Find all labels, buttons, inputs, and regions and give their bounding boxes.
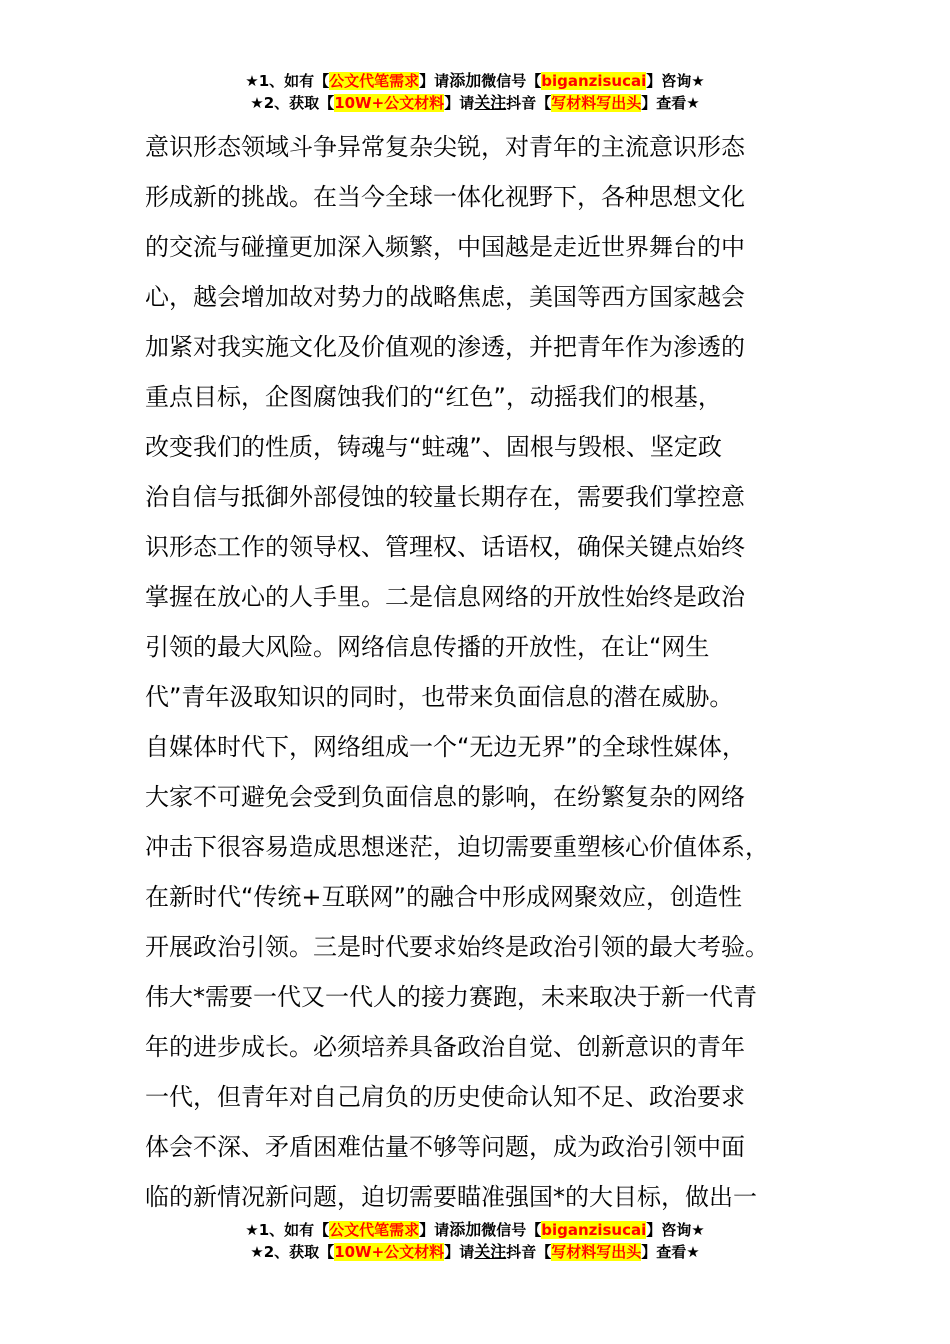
banner-line-1 [0,1219,950,1241]
highlight-wechat-id: biganzisucai [541,72,647,90]
star-icon: ★ [250,1243,264,1261]
text-line: 识形态工作的领导权、管理权、话语权，确保关键点始终 [145,533,745,561]
text-line: 意识形态领域斗争异常复杂尖锐，对青年的主流意识形态 [145,133,745,161]
banner-text: 微信号【 [481,72,542,90]
banner-text: 微信号【 [481,1221,542,1239]
text-line: 代”青年汲取知识的同时，也带来负面信息的潜在威胁。 [145,683,734,711]
banner-text: 2、获取【 [263,94,335,112]
star-icon: ★ [245,1221,259,1239]
text-line: 加紧对我实施文化及价值观的渗透，并把青年作为渗透的 [145,333,745,361]
text-line: 重点目标，企图腐蚀我们的“红色”，动摇我们的根基， [145,383,722,411]
text-line: 自媒体时代下，网络组成一个“无边无界”的全球性媒体， [145,733,746,761]
star-icon: ★ [250,94,264,112]
text-line: 伟大*需要一代又一代人的接力赛跑，未来取决于新一代青 [145,983,757,1011]
text-line: 的交流与碰撞更加深入频繁，中国越是走近世界舞台的中 [145,233,745,261]
highlight-service: 公文代笔需求 [329,72,420,90]
text-line: 开展政治引领。三是时代要求始终是政治引领的最大考验。 [145,933,769,961]
banner-text: 】请 [419,1221,450,1239]
banner-emphasis: 添加 [449,71,482,90]
text-line: 体会不深、矛盾困难估量不够等问题，成为政治引领中面 [145,1133,745,1161]
banner-text: 】咨询★ [646,1221,705,1239]
text-line: 掌握在放心的人手里。二是信息网络的开放性始终是政治 [145,583,745,611]
text-line: 治自信与抵御外部侵蚀的较量长期存在，需要我们掌控意 [145,483,745,511]
highlight-douyin: 写材料写出头 [551,94,642,112]
text-line: 大家不可避免会受到负面信息的影响，在纷繁复杂的网络 [145,783,745,811]
banner-text: 1、如有【 [258,72,330,90]
footer-banner [0,1219,950,1263]
text-line: 改变我们的性质，铸魂与“蛀魂”、固根与毁根、坚定政 [145,433,722,461]
document-body [145,122,805,1222]
text-line: 形成新的挑战。在当今全球一体化视野下，各种思想文化 [145,183,745,211]
text-line: 心，越会增加故对势力的战略焦虑，美国等西方国家越会 [145,283,745,311]
highlight-service: 公文代笔需求 [329,1221,420,1239]
banner-text: 抖音【 [506,1243,552,1261]
banner-text: 2、获取【 [263,1243,335,1261]
banner-emphasis: 添加 [449,1220,482,1239]
banner-text: 】咨询★ [646,72,705,90]
highlight-wechat-id: biganzisucai [541,1221,647,1239]
highlight-douyin: 写材料写出头 [551,1243,642,1261]
header-banner [0,70,950,114]
text-line: 临的新情况新问题，迫切需要瞄准强国*的大目标，做出一 [145,1183,757,1211]
banner-text: 抖音【 [506,94,552,112]
text-line: 引领的最大风险。网络信息传播的开放性，在让“网生 [145,633,710,661]
banner-text: 】请 [444,94,475,112]
text-line: 冲击下很容易造成思想迷茫，迫切需要重塑核心价值体系， [145,833,769,861]
banner-line-1 [0,70,950,92]
highlight-materials: 10W+公文材料 [334,94,445,112]
banner-line-2 [0,92,950,114]
text-line: 年的进步成长。必须培养具备政治自觉、创新意识的青年 [145,1033,745,1061]
text-line: 在新时代“传统+互联网”的融合中形成网聚效应，创造性 [145,883,742,911]
banner-text: 】请 [419,72,450,90]
banner-emphasis: 关注 [474,1242,507,1261]
star-icon: ★ [245,72,259,90]
banner-text: 】请 [444,1243,475,1261]
text-line: 一代，但青年对自己肩负的历史使命认知不足、政治要求 [145,1083,745,1111]
highlight-materials: 10W+公文材料 [334,1243,445,1261]
banner-text: 】查看★ [641,94,700,112]
banner-line-2 [0,1241,950,1263]
banner-text: 】查看★ [641,1243,700,1261]
banner-emphasis: 关注 [474,93,507,112]
banner-text: 1、如有【 [258,1221,330,1239]
